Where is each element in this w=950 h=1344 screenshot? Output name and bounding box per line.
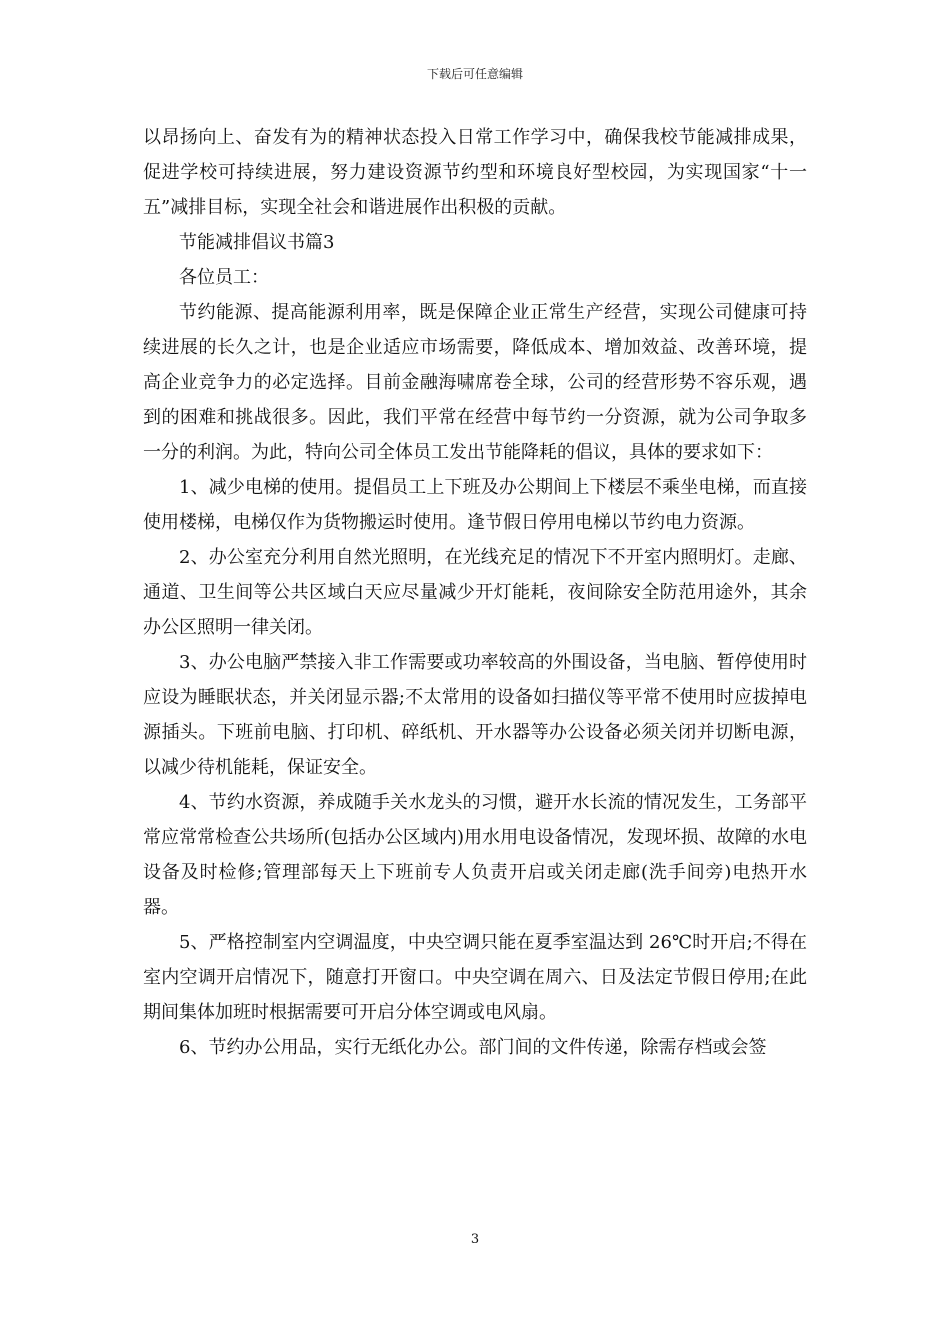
page-header-note: 下载后可任意编辑 <box>426 67 523 81</box>
paragraph-item-1: 1、减少电梯的使用。提倡员工上下班及办公期间上下楼层不乘坐电梯，而直接使用楼梯，电梯仅作为货物搬运时使用。逢节假日停用电梯以节约电力资源。 <box>143 477 807 533</box>
paragraph-item-5: 5、严格控制室内空调温度，中央空调只能在夏季室温达到 26℃时开启;不得在室内空调开启情况下，随意打开窗口。中央空调在周六、日及法定节假日停用;在此期间集体加班时根据需要可开启分体空调或电风扇。 <box>143 932 807 1023</box>
section-heading: 节能减排倡议书篇3 <box>179 232 335 253</box>
paragraph-item-3: 3、办公电脑严禁接入非工作需要或功率较高的外围设备，当电脑、暂停使用时应设为睡眠状态，并关闭显示器;不太常用的设备如扫描仪等平常不使用时应拔掉电源插头。下班前电脑、打印机、碎纸机、开水器等办公设备必须关闭并切断电源，以减少待机能耗，保证安全。 <box>143 652 807 778</box>
page-number: 3 <box>470 1232 480 1247</box>
salutation: 各位员工： <box>179 267 269 288</box>
paragraph-item-2: 2、办公室充分利用自然光照明，在光线充足的情况下不开室内照明灯。走廊、通道、卫生间等公共区域白天应尽量减少开灯能耗，夜间除安全防范用途外，其余办公区照明一律关闭。 <box>143 547 807 638</box>
paragraph-item-6: 6、节约办公用品，实行无纸化办公。部门间的文件传递，除需存档或会签 <box>179 1037 767 1058</box>
paragraph-intro-continuation: 以昂扬向上、奋发有为的精神状态投入日常工作学习中，确保我校节能减排成果，促进学校可持续进展，努力建设资源节约型和环境良好型校园，为实现国家“十一五”减排目标，实现全社会和谐进展作出积极的贡献。 <box>143 127 807 218</box>
paragraph-item-4: 4、节约水资源，养成随手关水龙头的习惯，避开水长流的情况发生，工务部平常应常常检查公共场所(包括办公区域内)用水用电设备情况，发现坏损、故障的水电设备及时检修;管理部每天上下班前专人负责开启或关闭走廊(洗手间旁)电热开水器。 <box>143 792 807 918</box>
paragraph-preface: 节约能源、提高能源利用率，既是保障企业正常生产经营，实现公司健康可持续进展的长久之计，也是企业适应市场需要，降低成本、增加效益、改善环境，提高企业竞争力的必定选择。目前金融海啸席卷全球，公司的经营形势不容乐观，遇到的困难和挑战很多。因此，我们平常在经营中每节约一分资源，就为公司争取多一分的利润。为此，特向公司全体员工发出节能降耗的倡议，具体的要求如下： <box>143 302 807 463</box>
document-body <box>143 120 807 1065</box>
